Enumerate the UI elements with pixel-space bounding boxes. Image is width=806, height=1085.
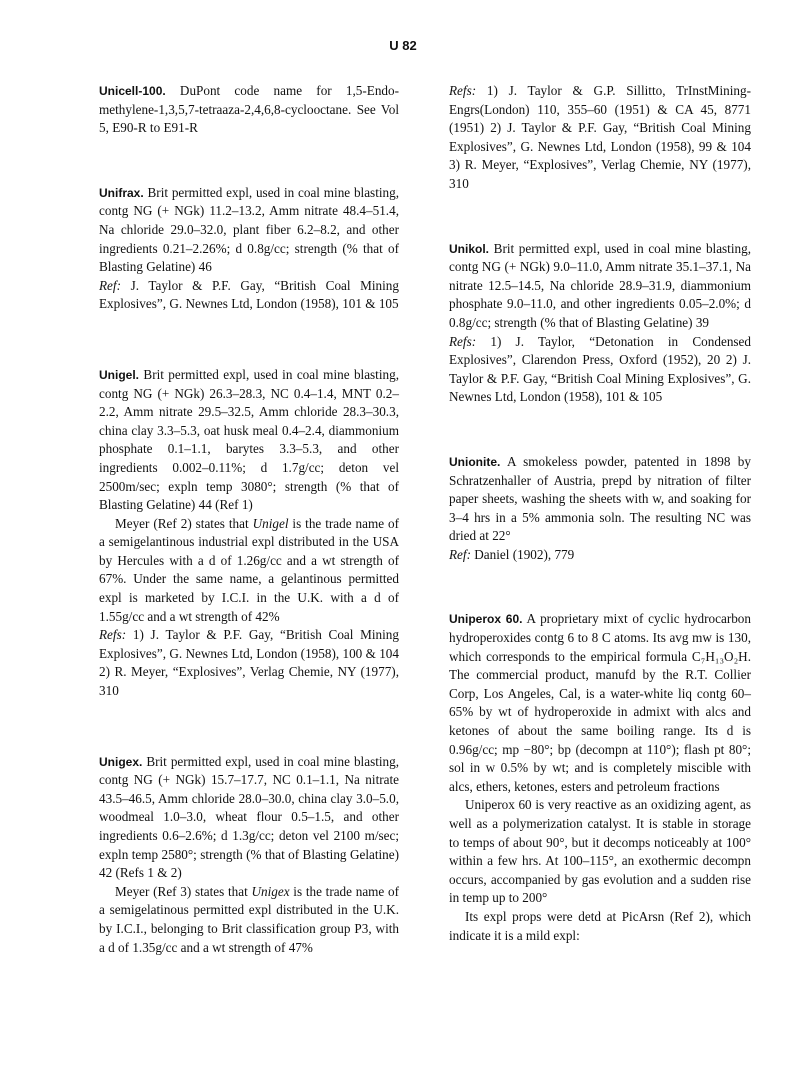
entry-unigel bbox=[99, 366, 399, 701]
entry-term: Unigel. bbox=[99, 367, 140, 382]
ref-label: Ref: bbox=[449, 546, 471, 562]
entry-body: DuPont code name for 1,5-Endo-methylene-1,3,5,7-tetraaza-2,4,6,8-cyclooctane. See Vol 5, E90-R to E91-R bbox=[99, 83, 399, 136]
right-column bbox=[449, 82, 751, 945]
entry-unigex bbox=[99, 753, 399, 958]
trade-name: Unigel bbox=[252, 515, 289, 531]
entry-body: Brit permitted expl, used in coal mine blasting, contg NG (+ NGk) 15.7–17.7, NC 0.1–1.1, Na nitrate 43.5–46.5, Amm chloride 28.0–30.0, china clay 3.0–5.0, woodmeal 1.0–3.0, wheat flour 0.5–1.5, and other ingredients 0.6–2.6%; d 1.3g/cc; deton vel 2100 m/sec; expln temp 2580°; strength (% that of Blasting Gelatine) 42 (Refs 1 & 2) bbox=[99, 753, 400, 881]
entry-unicell-100 bbox=[99, 82, 399, 138]
entry-unionite bbox=[449, 453, 751, 565]
paragraph: Its expl props were detd at PicArsn (Ref 2), which indicate it is a mild expl: bbox=[449, 908, 751, 943]
page-number: U 82 bbox=[389, 38, 417, 53]
entry-term: Unigex. bbox=[99, 754, 143, 769]
entry-term: Unicell-100. bbox=[99, 84, 166, 98]
refs-text: 1) J. Taylor, “Detonation in Condensed Explosives”, Clarendon Press, Oxford (1952), 20 2) J. Taylor & P.F. Gay, “British Coal Mining Explosives”, G. Newnes Ltd, London (1958), 101 & 105 bbox=[449, 333, 751, 405]
entry-term: Unikol. bbox=[449, 241, 490, 256]
entry-unikol bbox=[449, 240, 751, 407]
refs-text: 1) J. Taylor & G.P. Sillitto, TrInstMining-Engrs(London) 110, 355–60 (1951) & CA 45, 8771 (1951) 2) J. Taylor & P.F. Gay, “British Coal Mining Explosives”, G. Newnes Ltd, London (1958), 99 & 104 3) R. Meyer, “Explosives”, Verlag Chemie, NY (1977), 310 bbox=[449, 83, 752, 191]
paragraph: Uniperox 60 is very reactive as an oxidizing agent, as well as a polymerization catalyst. It is stable in storage to temps of about 90°, but it decomps noticeably at 100° within a few hrs. At 100–115°, an exothermic decompn occurs, accompanied by gas evolution and a sudden rise in temp up to 200° bbox=[449, 797, 751, 906]
entry-uniperox-60 bbox=[449, 610, 751, 945]
entry-term: Uniperox 60. bbox=[449, 612, 523, 627]
unigex-references bbox=[449, 82, 751, 194]
refs-text: 1) J. Taylor & P.F. Gay, “British Coal Mining Explosives”, G. Newnes Ltd, London (1958), 100 & 104 2) R. Meyer, “Explosives”, Verlag Chemie, NY (1977), 310 bbox=[99, 627, 399, 699]
entry-body: A smokeless powder, patented in 1898 by Schratzenhaller of Austria, prepd by nitration of filter paper sheets, washing the sheets with w, and soaking for 3–4 hrs in a 5% ammonia soln. The resulting NC was dried at 22° bbox=[449, 453, 751, 544]
paragraph-text: Meyer (Ref 3) states that bbox=[115, 883, 252, 899]
paragraph-text: is the trade name of a semigelatinous permitted expl distributed in the U.K. by I.C.I., belonging to Brit classification group P3, with a d of 1.35g/cc and a wt strength of 47% bbox=[99, 883, 399, 955]
entry-term: Unionite. bbox=[449, 454, 501, 469]
paragraph-text: is the trade name of a semigelantinous industrial expl distributed in the USA by Hercules with a d of 1.26g/cc and a wt strength of 67%. Under the same name, a gelantinous permitted expl is marketed by I.C.I. in the U.K. with a d of 1.55g/cc and a wt strength of 42% bbox=[99, 515, 399, 624]
refs-label: Refs: bbox=[99, 627, 127, 643]
ref-label: Ref: bbox=[99, 277, 121, 293]
paragraph-text: Meyer (Ref 2) states that bbox=[115, 515, 253, 531]
refs-label: Refs: bbox=[449, 83, 477, 98]
trade-name: Unigex bbox=[251, 883, 290, 899]
entry-body: A proprietary mixt of cyclic hydrocarbon hydroperoxides contg 6 to 8 C atoms. Its avg mw is 130, which corresponds to the empirical formula C₇H₁₃O₂H. The commercial product, manufd by the R.T. Collier Corp, Los Angeles, Cal, is a water-white liq contg 60–65% by wt of hydroperoxide in admixt with alcs and ketones of about the same boiling range. Its d is 0.96g/cc; mp −80°; bp (decompn at 110°); flash pt 80°; sol in w 0.5% by wt; and is completely miscible with alcs, ethers, ketones, esters and petroleum fractions bbox=[449, 611, 751, 794]
entry-unifrax bbox=[99, 184, 399, 314]
entry-body: Brit permitted expl, used in coal mine blasting, contg NG (+ NGk) 11.2–13.2, Amm nitrate 48.4–51.4, Na chloride 29.0–32.0, plant fiber 6.2–8.2, and other ingredients 0.21–2.26%; d 0.8g/cc; strength (% that of Blasting Gelatine) 46 bbox=[99, 184, 400, 275]
ref-text: Daniel (1902), 779 bbox=[474, 546, 575, 562]
entry-term: Unifrax. bbox=[99, 185, 144, 200]
entry-body: Brit permitted expl, used in coal mine blasting, contg NG (+ NGk) 26.3–28.3, NC 0.4–1.4, MNT 0.2–2.2, Amm nitrate 29.5–32.5, Amm chloride 28.3–30.3, china clay 3.3–5.3, oat husk meal 0.4–2.4, diammonium phosphate 0.1–1.1, barytes 3.3–5.3, and other ingredients 0.002–0.11%; d 1.7g/cc; deton vel 2500m/sec; expln temp 3080°; strength (% that of Blasting Gelatine) 44 (Ref 1) bbox=[99, 366, 399, 513]
left-column bbox=[99, 82, 399, 957]
refs-label: Refs: bbox=[449, 333, 477, 349]
entry-body: Brit permitted expl, used in coal mine blasting, contg NG (+ NGk) 9.0–11.0, Amm nitrate 35.1–37.1, Na nitrate 12.5–14.5, Na chloride 28.9–31.9, diammonium phosphate 9.0–11.0, and other ingredients 0.05–2.0%; d 0.8g/cc; strength (% that of Blasting Gelatine) 39 bbox=[449, 240, 751, 330]
ref-text: J. Taylor & P.F. Gay, “British Coal Mining Explosives”, G. Newnes Ltd, London (1958), 101 & 105 bbox=[99, 277, 399, 312]
